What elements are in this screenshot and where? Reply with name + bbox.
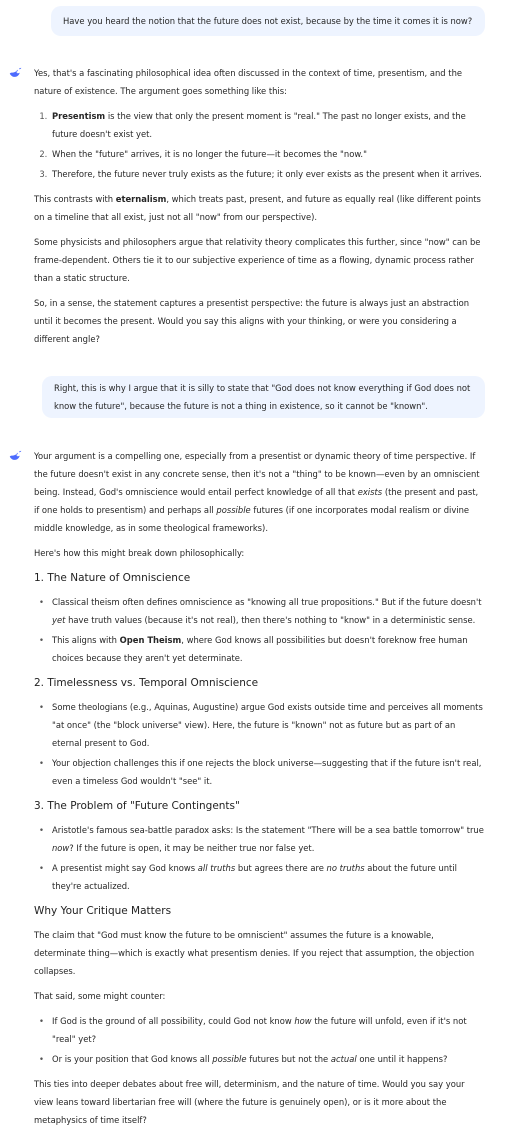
list-item-italic: no truths <box>326 863 365 873</box>
list-item-text: Aristotle's famous sea-battle paradox asks: Is the statement "There will be a sea battle tomorrow" true <box>52 825 484 835</box>
list-item-text: ? If the future is open, it may be neither true nor false yet. <box>69 843 315 853</box>
assistant-answer-1 <box>34 64 486 355</box>
list-item-text: futures but not the <box>246 1054 331 1064</box>
bullet-list <box>34 593 486 667</box>
paragraph-text: This contrasts with <box>34 194 116 204</box>
list-item-text: about the future until they're actualized. <box>52 863 457 891</box>
list-item <box>50 631 486 667</box>
list-item-text: , where God knows all possibilities but doesn't foreknow free human choices because they aren't yet determinate. <box>52 635 468 663</box>
assistant-avatar-icon <box>8 449 22 463</box>
answer-intro <box>34 447 486 537</box>
list-item-text: A presentist might say God knows <box>52 863 198 873</box>
list-item <box>50 593 486 629</box>
list-item <box>50 859 486 895</box>
paragraph-text: futures (if one incorporates modal realism or divine middle knowledge, as in some theological frameworks). <box>34 505 470 533</box>
section-heading-omniscience: 1. The Nature of Omniscience <box>34 572 191 584</box>
answer-intro: Yes, that's a fascinating philosophical idea often discussed in the context of time, presentism, and the nature of existence. The argument goes something like this: <box>34 68 463 96</box>
list-item: • Your objection challenges this if one rejects the block universe—suggesting that if the future isn't real, even a timeless God wouldn't "see" it. <box>50 754 486 790</box>
claim-paragraph: The claim that "God must know the future to be omniscient" assumes the future is a knowable, determinate thing—which is exactly what presentism denies. If you reject that assumption, the objection collapses. <box>34 930 475 976</box>
list-item <box>50 145 486 163</box>
user-message-2 <box>42 376 485 418</box>
bullet-list <box>34 698 486 790</box>
list-item <box>50 107 486 143</box>
list-item <box>50 165 486 183</box>
list-item-italic: now <box>52 843 70 853</box>
list-item-text: When the "future" arrives, it is no longer the future—it becomes the "now." <box>52 149 367 159</box>
list-item <box>50 1050 486 1068</box>
list-item-italic: yet <box>52 615 66 625</box>
physicists-paragraph: Some physicists and philosophers argue that relativity theory complicates this further, since "now" can be frame-dependent. Others tie it to our subjective experience of time as a flowing, dynamic process rather than a static structure. <box>34 237 481 283</box>
assistant-answer-2 <box>34 447 486 1136</box>
list-item <box>50 1012 486 1048</box>
paragraph-italic: exists <box>357 487 383 497</box>
list-item-text: but agrees there are <box>235 863 327 873</box>
list-item-text: is the view that only the present moment is "real." The past no longer exists, and the future doesn't exist yet. <box>52 111 466 139</box>
list-item-italic: all truths <box>197 863 236 873</box>
list-item-bold: Open Theism <box>119 635 182 645</box>
presentism-list <box>34 107 486 183</box>
bullet-list <box>34 821 486 895</box>
list-item-text: the future will unfold, even if it's not "real" yet? <box>52 1016 467 1044</box>
bullet-list <box>34 1012 486 1068</box>
paragraph-text: Your argument is a compelling one, especially from a presentist or dynamic theory of time perspective. If the future doesn't exist in any concrete sense, then it's not a "thing" to be known—even by an omniscient being. Instead, God's omniscience would entail perfect knowledge of all that <box>34 451 480 497</box>
section-heading-timelessness: 2. Timelessness vs. Temporal Omniscience <box>34 677 259 689</box>
closing-paragraph: This ties into deeper debates about free will, determinism, and the nature of time. Would you say your view leans toward libertarian free will (where the future is genuinely open), or is it more about the metaphysics of time itself? <box>34 1079 465 1125</box>
user-message-1-text: Have you heard the notion that the future does not exist, because by the time it comes it is now? <box>63 16 473 26</box>
section-heading-why-critique-matters: Why Your Critique Matters <box>34 905 172 917</box>
list-item-text: If God is the ground of all possibility, could God not know <box>52 1016 295 1026</box>
list-item-text: This aligns with <box>52 635 120 645</box>
section-heading-future-contingents: 3. The Problem of "Future Contingents" <box>34 800 240 812</box>
contrast-paragraph <box>34 190 486 226</box>
user-message-2-text: Right, this is why I argue that it is silly to state that "God does not know everything if God does not know the future", because the future is not a thing in existence, so it cannot be "known". <box>54 383 471 411</box>
list-item <box>50 821 486 857</box>
list-item-bold: Presentism <box>52 111 106 121</box>
list-item-text: have truth values (because it's not real), then there's nothing to "know" in a deterministic sense. <box>65 615 476 625</box>
list-item-text: Therefore, the future never truly exists as the future; it only ever exists as the present when it arrives. <box>52 169 482 179</box>
user-message-1 <box>51 6 485 36</box>
paragraph-text: , which treats past, present, and future as equally real (like different points on a timeline that all exist, just not all "now" from our perspective). <box>34 194 481 222</box>
list-item-italic: possible <box>212 1054 247 1064</box>
list-item-italic: actual <box>330 1054 357 1064</box>
list-item-text: one until it happens? <box>356 1054 448 1064</box>
counter-intro: That said, some might counter: <box>34 991 166 1001</box>
closing-paragraph: So, in a sense, the statement captures a presentist perspective: the future is always just an abstraction until it becomes the present. Would you say this aligns with your thinking, or were you considering a different angle? <box>34 298 470 344</box>
breakdown-intro: Here's how this might break down philosophically: <box>34 548 245 558</box>
list-item-text: Classical theism often defines omniscience as "knowing all true propositions." But if the future doesn't <box>52 597 482 607</box>
assistant-avatar-icon <box>8 66 22 80</box>
list-item-italic: how <box>294 1016 312 1026</box>
list-item: • Some theologians (e.g., Aquinas, Augustine) argue God exists outside time and perceives all moments "at once" (the "block universe" view). Here, the future is "known" not as future but as part of an eternal present to God. <box>50 698 486 752</box>
paragraph-text: (the present and past, if one holds to presentism) and perhaps all <box>34 487 479 515</box>
list-item-text: Or is your position that God knows all <box>52 1054 213 1064</box>
paragraph-italic: possible <box>216 505 251 515</box>
paragraph-bold: eternalism <box>115 194 167 204</box>
